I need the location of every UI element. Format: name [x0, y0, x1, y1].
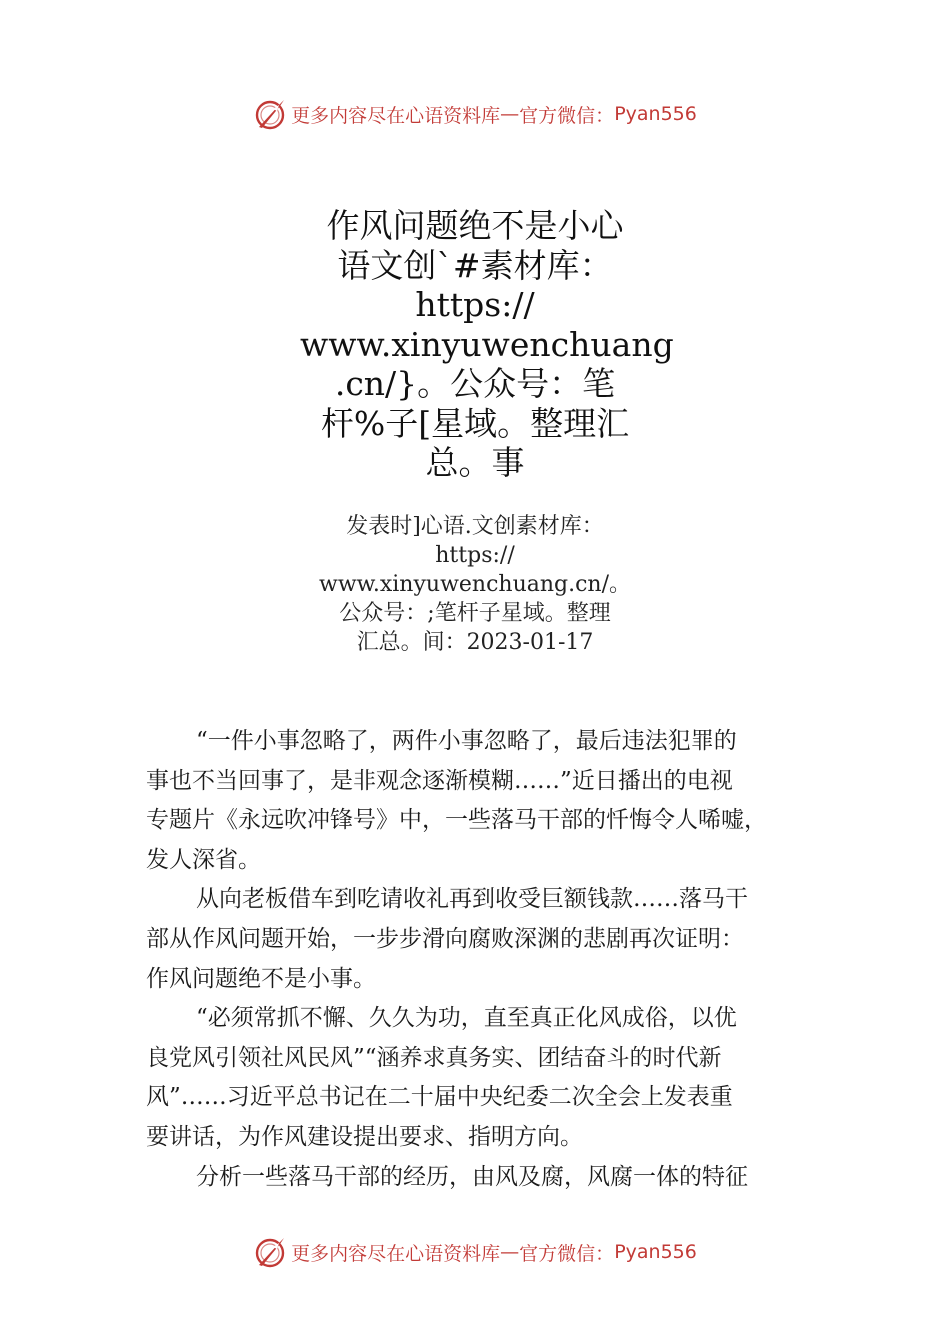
body-line: 从向老板借车到吃请收礼再到收受巨额钱款……落马干: [196, 886, 748, 913]
body-line: “必须常抓不懈、久久为功，直至真正化风成俗，以优: [196, 1005, 737, 1032]
title-line: www.xinyuwenchuang: [300, 324, 674, 364]
title-line: .cn/}。公众号：笔: [334, 364, 616, 403]
meta-line: 汇总。间：2023-01-17: [356, 630, 594, 655]
banner-account: Pyan556: [614, 103, 697, 125]
publish-meta: [300, 512, 650, 657]
meta-line: 发表时]心语.文创素材库：: [346, 514, 604, 539]
body-line: 良党风引领社风民风”“涵养求真务实、团结奋斗的时代新: [146, 1044, 722, 1071]
body-line: 作风问题绝不是小事。: [146, 965, 376, 992]
header-banner: [0, 94, 950, 134]
title-line: https://: [415, 285, 535, 324]
banner-separator: —: [500, 1241, 520, 1263]
quill-pen-logo-icon: [253, 1235, 287, 1269]
body-line: 部从作风问题开始，一步步滑向腐败深渊的悲剧再次证明：: [146, 925, 744, 952]
document-title: [300, 206, 674, 483]
body-line: 事也不当回事了，是非观念逐渐模糊……”近日播出的电视: [146, 767, 733, 794]
body-line: 风”……习近平总书记在二十届中央纪委二次全会上发表重: [146, 1084, 733, 1111]
banner-official-label: 官方微信：: [519, 1242, 615, 1265]
banner-text: 更多内容尽在心语资料库: [291, 1242, 501, 1265]
body-line: 专题片《永远吹冲锋号》中，一些落马干部的忏悔令人唏嘘，: [146, 807, 767, 834]
body-line: 发人深省。: [146, 846, 261, 873]
body-line: 分析一些落马干部的经历，由风及腐，风腐一体的特征: [196, 1163, 748, 1190]
title-line: 作风问题绝不是小心: [326, 206, 624, 245]
banner-account: Pyan556: [614, 1241, 697, 1263]
banner-separator: —: [500, 103, 520, 125]
meta-line: www.xinyuwenchuang.cn/。: [318, 572, 632, 597]
title-line: 语文创`#素材库：: [337, 245, 613, 285]
title-line: 杆%子[星域。整理汇: [320, 403, 630, 443]
body-line: “一件小事忽略了，两件小事忽略了，最后违法犯罪的: [196, 728, 737, 754]
quill-pen-logo-icon: [253, 97, 287, 131]
title-line: 总。事: [425, 443, 525, 482]
footer-banner: [0, 1232, 950, 1272]
banner-official-label: 官方微信：: [519, 104, 615, 127]
article-body: [146, 722, 836, 1197]
body-line: 要讲话，为作风建设提出要求、指明方向。: [146, 1123, 583, 1150]
meta-line: 公众号：;笔杆子星域。整理: [339, 601, 611, 626]
banner-text: 更多内容尽在心语资料库: [291, 104, 501, 127]
meta-line: https://: [435, 543, 515, 568]
